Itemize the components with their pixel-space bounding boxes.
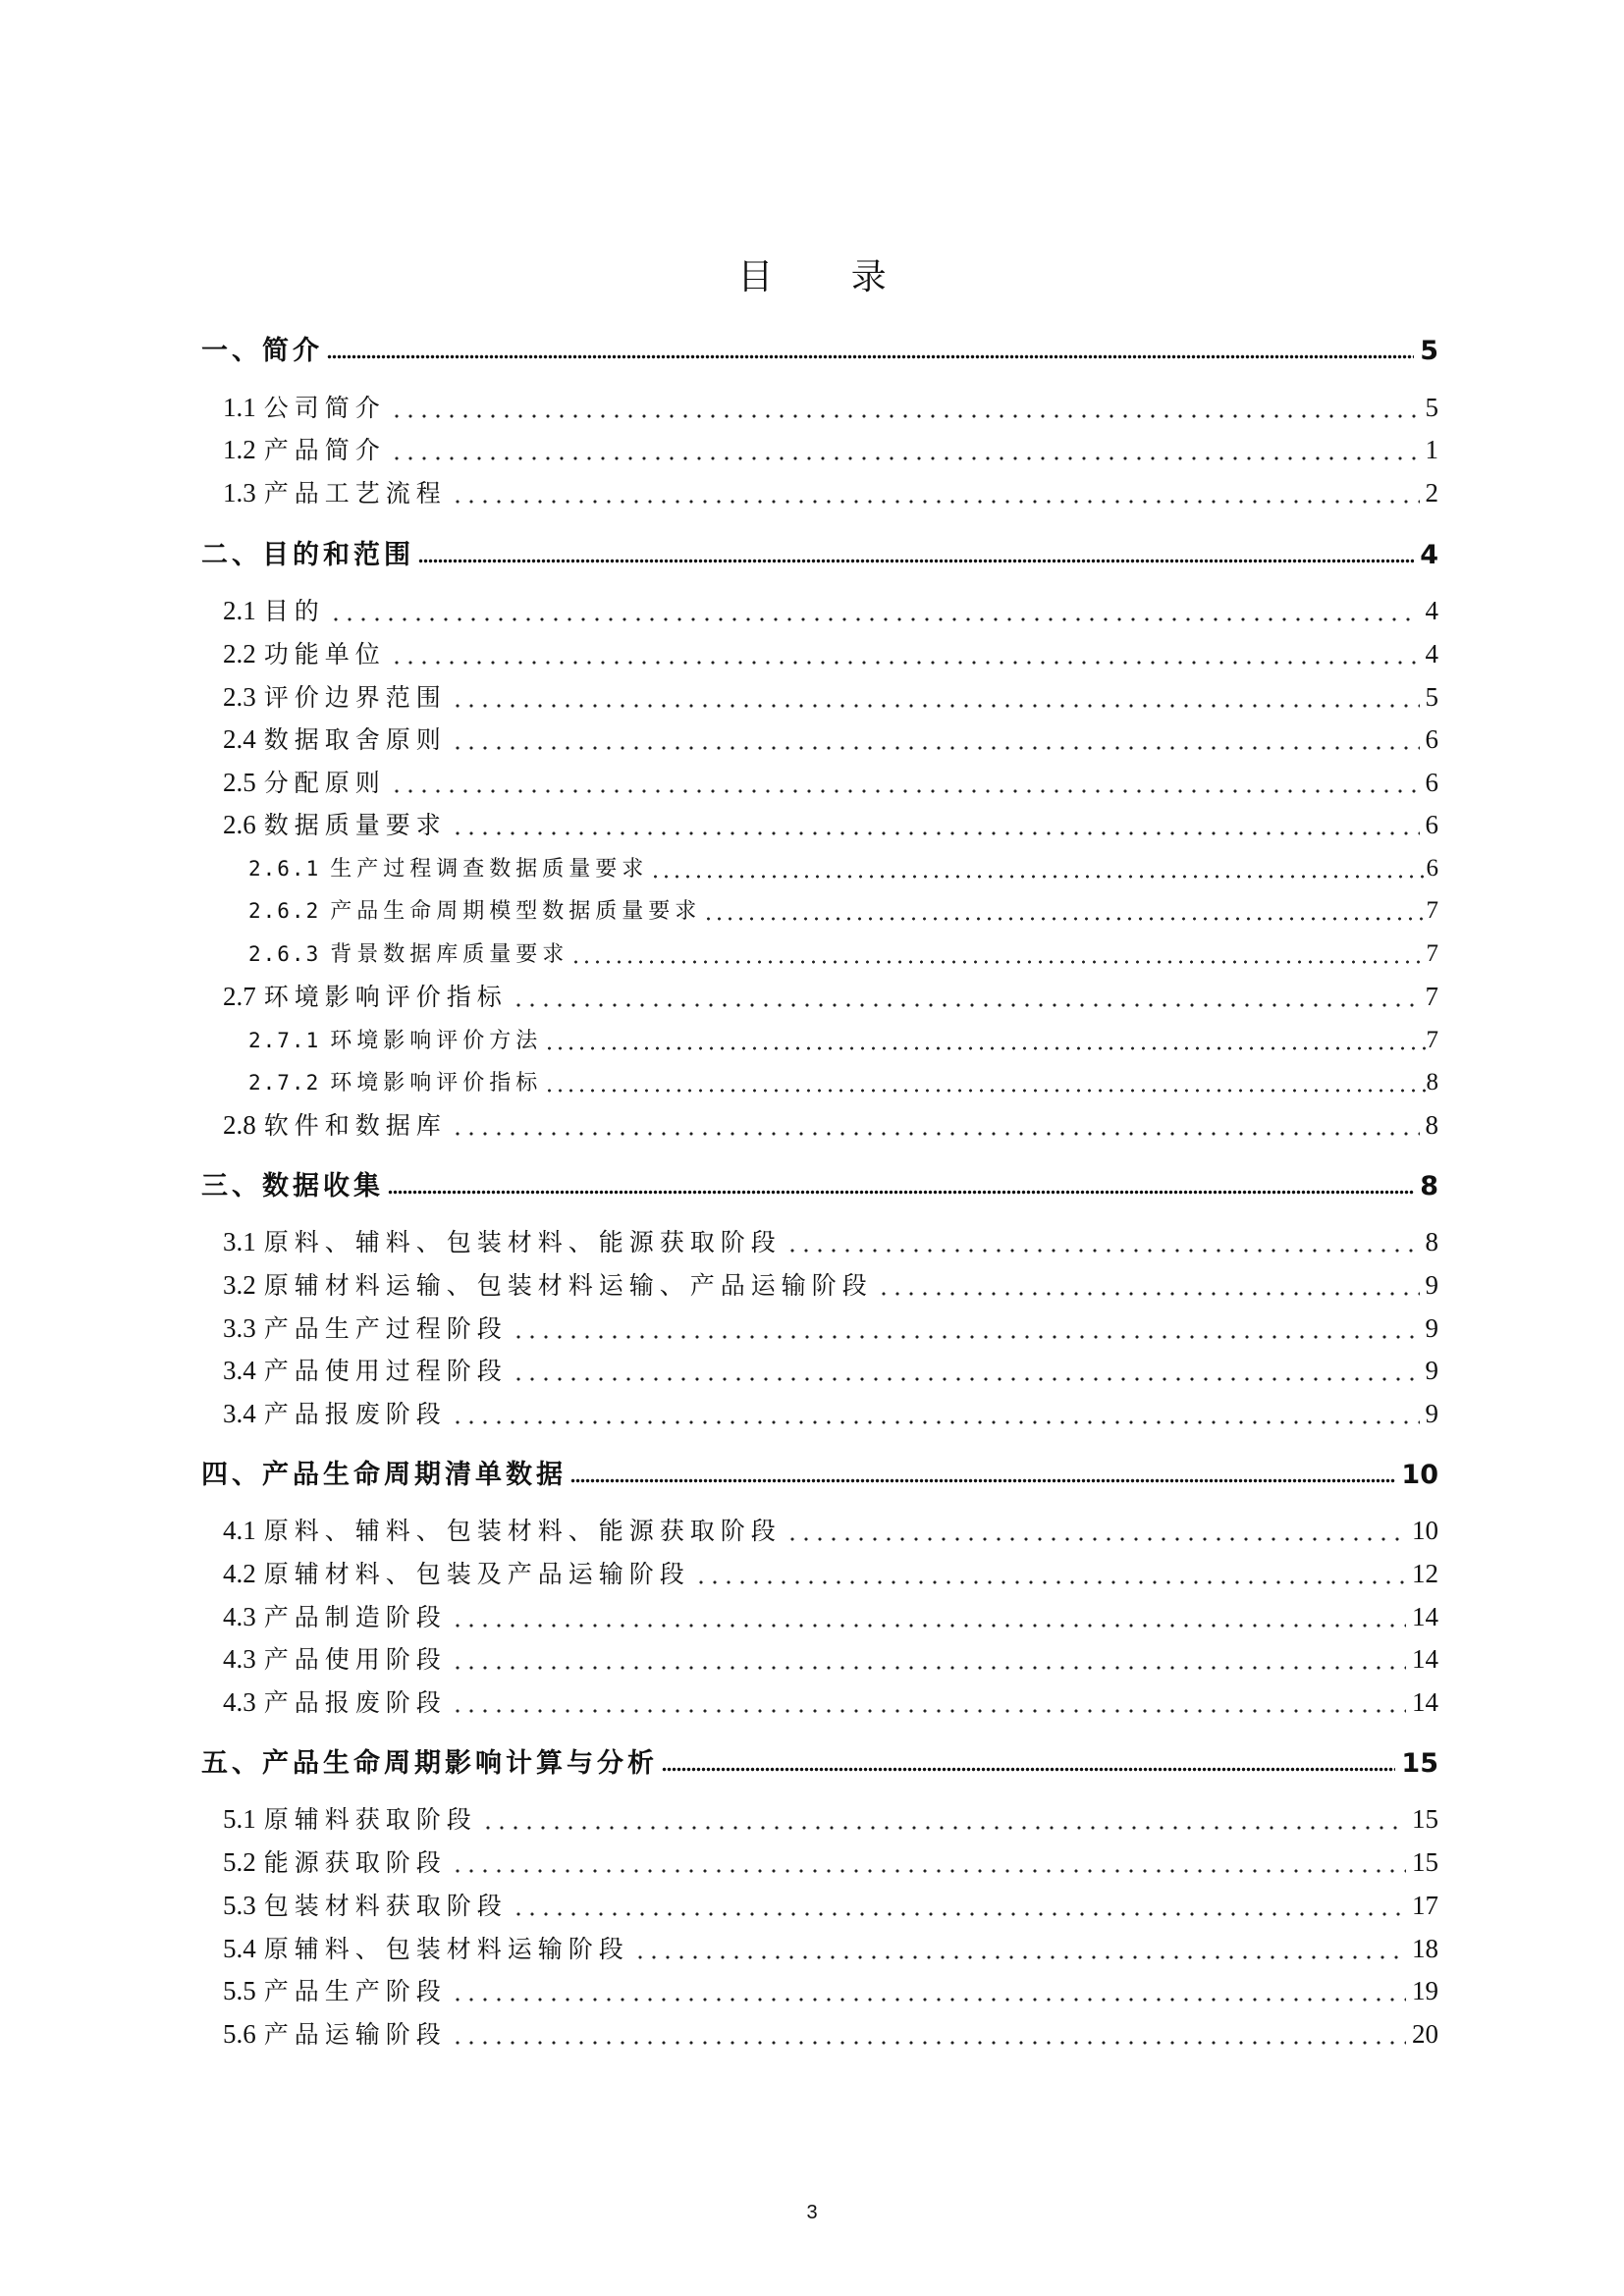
- toc-entry[interactable]: [201, 1800, 1438, 1838]
- dot-leader: [451, 499, 1420, 505]
- toc-entry-page: 4: [1425, 639, 1438, 668]
- toc-entry[interactable]: [201, 1512, 1438, 1549]
- toc-entry-number: 4.3: [223, 1644, 256, 1674]
- toc-entry-number: 5.6: [223, 2019, 256, 2049]
- toc-entry-title: 原辅料、包装材料运输阶段: [263, 1935, 629, 1963]
- toc-entry-title: 一、简介: [201, 336, 323, 366]
- dot-leader: [451, 1419, 1420, 1425]
- page-title: 目 录: [737, 257, 920, 297]
- toc-entry[interactable]: [201, 1598, 1438, 1635]
- toc-entry-title: 五、产品生命周期影响计算与分析: [201, 1748, 658, 1779]
- toc-entry-title: 分配原则: [263, 769, 386, 797]
- toc-entry-title: 软件和数据库: [263, 1111, 447, 1140]
- toc-entry[interactable]: [201, 1164, 1438, 1203]
- dot-leader: [785, 1248, 1420, 1254]
- toc-entry-page: 12: [1412, 1559, 1438, 1588]
- toc-entry[interactable]: [201, 1223, 1438, 1260]
- toc-entry[interactable]: [201, 1843, 1438, 1881]
- toc-entry-title: 产品使用过程阶段: [263, 1357, 508, 1385]
- toc-entry-page: 8: [1420, 1171, 1438, 1201]
- toc-entry-title: 产品制造阶段: [263, 1603, 447, 1631]
- toc-entry-number: 4.3: [223, 1687, 256, 1717]
- page-number: 3: [806, 2202, 818, 2223]
- toc-entry-page: 10: [1412, 1516, 1438, 1545]
- dot-leader: [390, 660, 1420, 666]
- toc-entry-title: 公司简介: [263, 394, 386, 422]
- toc-entry[interactable]: [201, 431, 1438, 468]
- toc-entry-title: 二、目的和范围: [201, 540, 414, 570]
- toc-entry-page: 9: [1425, 1270, 1438, 1300]
- dot-leader: [694, 1579, 1406, 1585]
- toc-entry[interactable]: [201, 1887, 1438, 1924]
- toc-entry-page: 19: [1412, 1976, 1438, 2005]
- toc-entry-title: 环境影响评价方法: [330, 1029, 543, 1053]
- toc-entry-page: 14: [1412, 1602, 1438, 1631]
- toc-entry[interactable]: [201, 329, 1438, 368]
- toc-entry-page: 14: [1412, 1687, 1438, 1717]
- toc-entry-number: 5.4: [223, 1934, 256, 1963]
- toc-entry[interactable]: [201, 592, 1438, 629]
- toc-entry-title: 包装材料获取阶段: [263, 1892, 508, 1920]
- toc-entry-number: 1.1: [223, 393, 256, 422]
- dot-leader: [390, 413, 1420, 419]
- dot-leader: [451, 745, 1420, 751]
- toc-entry-page: 5: [1425, 682, 1438, 712]
- toc-entry-title: 产品报废阶段: [263, 1400, 447, 1428]
- toc-entry-number: 2.5: [223, 768, 256, 797]
- toc-entry[interactable]: [201, 937, 1438, 971]
- dot-leader: [512, 1334, 1420, 1340]
- toc-entry-page: 6: [1426, 855, 1438, 881]
- toc-entry-page: 8: [1425, 1227, 1438, 1256]
- toc-entry-page: 15: [1412, 1847, 1438, 1877]
- toc-entry-page: 15: [1401, 1748, 1438, 1779]
- toc-entry[interactable]: [201, 1453, 1438, 1492]
- toc-entry-page: 2: [1425, 478, 1438, 507]
- toc-entry-number: 2.8: [223, 1110, 256, 1140]
- dot-leader: [327, 353, 1414, 359]
- toc-entry-title: 产品生产过程阶段: [263, 1314, 508, 1343]
- toc-entry-title: 三、数据收集: [201, 1171, 384, 1201]
- toc-entry-title: 生产过程调查数据质量要求: [330, 857, 649, 881]
- toc-entry-page: 4: [1425, 596, 1438, 625]
- toc-entry-page: 1: [1425, 435, 1438, 464]
- toc-entry-title: 背景数据库质量要求: [330, 942, 569, 967]
- dot-leader: [512, 1376, 1420, 1382]
- dot-leader: [785, 1536, 1406, 1542]
- toc-entry-title: 产品报废阶段: [263, 1688, 447, 1717]
- dot-leader: [390, 788, 1420, 794]
- toc-entry[interactable]: [201, 2015, 1438, 2053]
- toc-entry-page: 6: [1425, 768, 1438, 797]
- dot-leader: [662, 1766, 1395, 1772]
- toc-entry[interactable]: [201, 721, 1438, 758]
- toc-entry-title: 产品生产阶段: [263, 1977, 447, 2005]
- toc-entry-page: 8: [1426, 1069, 1438, 1095]
- toc-entry[interactable]: [201, 894, 1438, 928]
- toc-entry-number: 4.3: [223, 1602, 256, 1631]
- toc-entry-number: 2.7: [223, 982, 256, 1011]
- toc-entry[interactable]: [201, 1024, 1438, 1057]
- toc-entry-page: 15: [1412, 1804, 1438, 1834]
- dot-leader: [418, 558, 1414, 563]
- toc-entry-title: 原辅料获取阶段: [263, 1805, 477, 1834]
- toc-entry-page: 9: [1425, 1399, 1438, 1428]
- toc-entry-title: 能源获取阶段: [263, 1848, 447, 1877]
- toc-entry-title: 目的: [263, 597, 325, 625]
- toc-entry[interactable]: [201, 978, 1438, 1015]
- toc-entry-page: 7: [1426, 940, 1438, 967]
- toc-entry-page: 9: [1425, 1313, 1438, 1343]
- dot-leader: [570, 959, 1426, 965]
- toc-entry-title: 四、产品生命周期清单数据: [201, 1460, 567, 1490]
- toc-entry[interactable]: [201, 678, 1438, 716]
- toc-entry[interactable]: [201, 852, 1438, 885]
- toc-entry[interactable]: [201, 1640, 1438, 1678]
- toc-entry[interactable]: [201, 1555, 1438, 1592]
- toc-entry-number: 2.6.1: [248, 857, 321, 881]
- toc-entry-page: 7: [1426, 897, 1438, 924]
- toc-entry-number: 5.2: [223, 1847, 256, 1877]
- toc-entry-number: 2.6.3: [248, 942, 321, 966]
- dot-leader: [329, 616, 1420, 622]
- dot-leader: [650, 874, 1426, 880]
- toc-entry-page: 20: [1412, 2019, 1438, 2049]
- toc-entry[interactable]: [201, 1066, 1438, 1099]
- toc-entry-number: 5.1: [223, 1804, 256, 1834]
- dot-leader: [451, 830, 1420, 836]
- toc-entry-number: 2.7.1: [248, 1029, 321, 1052]
- dot-leader: [451, 703, 1420, 709]
- toc-entry[interactable]: [201, 1266, 1438, 1304]
- toc-entry[interactable]: [201, 635, 1438, 672]
- toc-entry-page: 4: [1420, 540, 1438, 570]
- dot-leader: [544, 1088, 1426, 1094]
- toc-entry[interactable]: [201, 1930, 1438, 1967]
- toc-entry-number: 4.2: [223, 1559, 256, 1588]
- toc-entry[interactable]: [201, 1741, 1438, 1781]
- toc-entry-number: 2.3: [223, 682, 256, 712]
- toc-entry[interactable]: [201, 1106, 1438, 1144]
- toc-entry-page: 5: [1420, 336, 1438, 366]
- toc-entry-page: 8: [1425, 1110, 1438, 1140]
- toc-entry-number: 3.1: [223, 1227, 256, 1256]
- dot-leader: [451, 1623, 1406, 1629]
- toc-entry-number: 2.6.2: [248, 899, 321, 923]
- toc-entry-title: 产品运输阶段: [263, 2020, 447, 2049]
- toc-entry-page: 6: [1425, 810, 1438, 839]
- toc-entry-number: 3.4: [223, 1356, 256, 1385]
- toc-entry-page: 6: [1425, 724, 1438, 754]
- toc-entry-number: 3.3: [223, 1313, 256, 1343]
- toc-entry-title: 评价边界范围: [263, 683, 447, 712]
- toc-entry-number: 4.1: [223, 1516, 256, 1545]
- toc-entry[interactable]: [201, 1683, 1438, 1721]
- toc-entry[interactable]: [201, 1309, 1438, 1347]
- toc-entry[interactable]: [201, 806, 1438, 843]
- toc-entry-number: 2.2: [223, 639, 256, 668]
- toc-entry-title: 数据质量要求: [263, 811, 447, 839]
- dot-leader: [512, 1911, 1406, 1917]
- toc-entry-number: 5.3: [223, 1891, 256, 1920]
- toc-entry-number: 3.2: [223, 1270, 256, 1300]
- toc-entry-title: 产品工艺流程: [263, 479, 447, 507]
- toc-entry-title: 功能单位: [263, 640, 386, 668]
- toc-entry[interactable]: [201, 764, 1438, 801]
- dot-leader: [451, 1997, 1406, 2002]
- toc-entry[interactable]: [201, 1972, 1438, 2009]
- dot-leader: [451, 1131, 1420, 1137]
- dot-leader: [703, 916, 1426, 922]
- toc-entry-number: 2.6: [223, 810, 256, 839]
- toc-entry-title: 环境影响评价指标: [330, 1071, 543, 1095]
- toc-entry-title: 原料、辅料、包装材料、能源获取阶段: [263, 1517, 782, 1545]
- dot-leader: [390, 455, 1420, 461]
- toc-entry-page: 18: [1412, 1934, 1438, 1963]
- toc-entry-title: 原辅材料、包装及产品运输阶段: [263, 1560, 690, 1588]
- toc-entry-title: 产品生命周期模型数据质量要求: [330, 899, 702, 924]
- toc-entry-number: 2.4: [223, 724, 256, 754]
- dot-leader: [451, 1708, 1406, 1714]
- toc-entry-title: 产品使用阶段: [263, 1645, 447, 1674]
- dot-leader: [544, 1045, 1426, 1051]
- toc-entry[interactable]: [201, 389, 1438, 426]
- toc-entry[interactable]: [201, 474, 1438, 511]
- toc-entry-title: 环境影响评价指标: [263, 983, 508, 1011]
- toc-entry-title: 原料、辅料、包装材料、能源获取阶段: [263, 1228, 782, 1256]
- dot-leader: [451, 1665, 1406, 1671]
- dot-leader: [481, 1825, 1406, 1831]
- toc-entry-number: 1.2: [223, 435, 256, 464]
- toc-entry-number: 2.7.2: [248, 1071, 321, 1095]
- toc-entry[interactable]: [201, 1395, 1438, 1432]
- toc-entry-page: 10: [1401, 1460, 1438, 1490]
- toc-entry-page: 17: [1412, 1891, 1438, 1920]
- dot-leader: [633, 1954, 1406, 1960]
- toc-entry-number: 3.4: [223, 1399, 256, 1428]
- dot-leader: [451, 1868, 1406, 1874]
- toc-entry-page: 7: [1425, 982, 1438, 1011]
- dot-leader: [388, 1189, 1414, 1195]
- toc-entry-title: 产品简介: [263, 436, 386, 464]
- toc-entry-number: 5.5: [223, 1976, 256, 2005]
- toc-entry-number: 1.3: [223, 478, 256, 507]
- dot-leader: [570, 1477, 1395, 1483]
- dot-leader: [512, 1002, 1420, 1008]
- toc-entry[interactable]: [201, 1352, 1438, 1389]
- toc-entry-number: 2.1: [223, 596, 256, 625]
- toc-entry-title: 原辅材料运输、包装材料运输、产品运输阶段: [263, 1271, 873, 1300]
- toc-entry-page: 7: [1426, 1027, 1438, 1053]
- toc-entry-page: 14: [1412, 1644, 1438, 1674]
- toc-entry-page: 9: [1425, 1356, 1438, 1385]
- toc-entry-title: 数据取舍原则: [263, 725, 447, 754]
- toc-entry[interactable]: [201, 533, 1438, 572]
- toc-entry-page: 5: [1425, 393, 1438, 422]
- dot-leader: [877, 1291, 1420, 1297]
- dot-leader: [451, 2040, 1406, 2046]
